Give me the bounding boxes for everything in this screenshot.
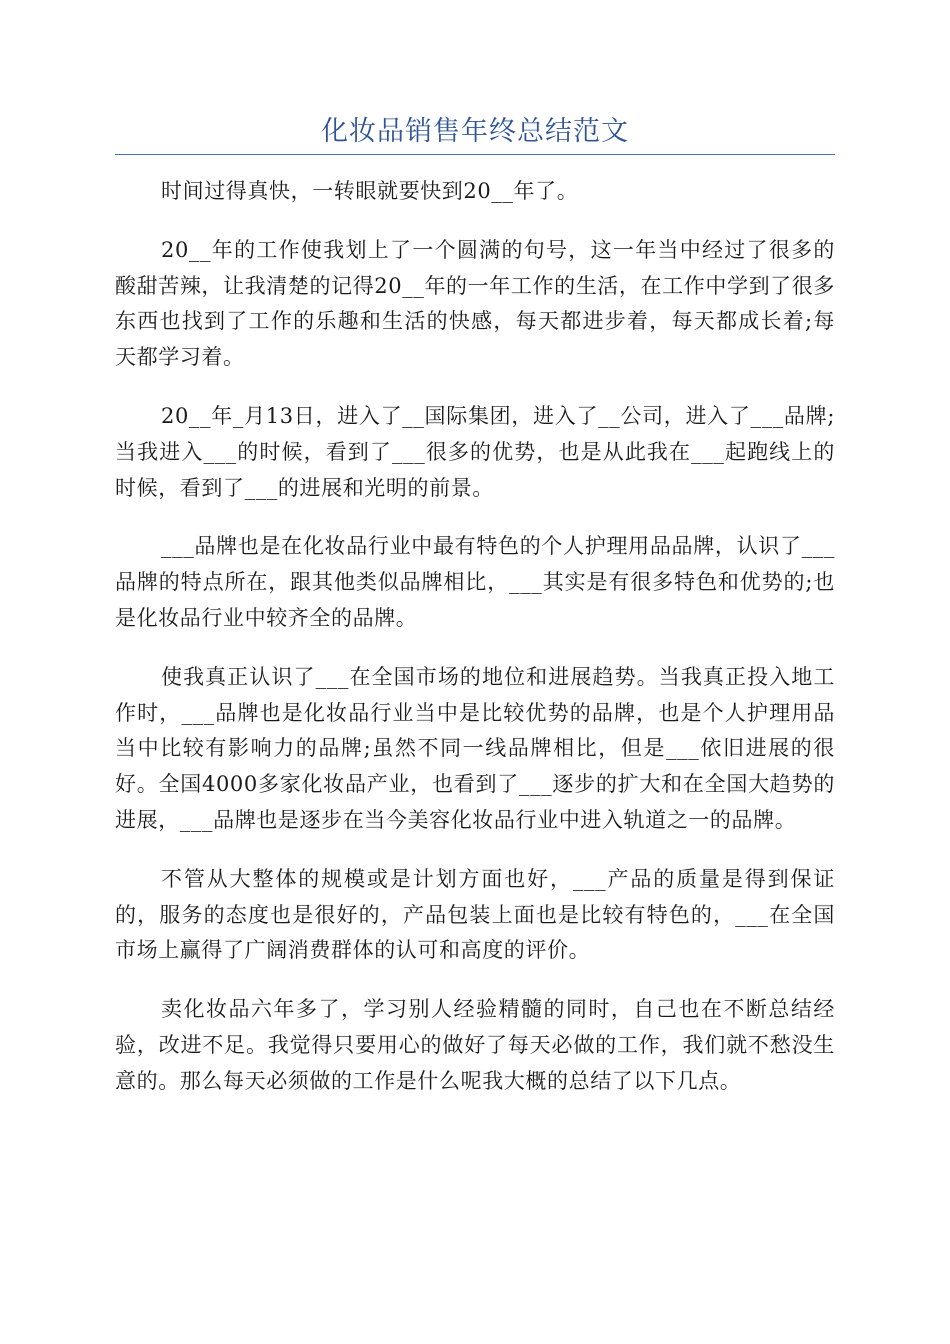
document-body	[115, 174, 835, 1123]
title-underline	[115, 154, 835, 155]
paragraph-7: 卖化妆品六年多了，学习别人经验精髓的同时，自己也在不断总结经验，改进不足。我觉得只要用心的做好了每天必做的工作，我们就不愁没生意的。那么每天必须做的工作是什么呢我大概的总结了以下几点。	[115, 997, 835, 1093]
paragraph-2: 20__年的工作使我划上了一个圆满的句号，这一年当中经过了很多的酸甜苦辣，让我清楚的记得20__年的一年工作的生活，在工作中学到了很多东西也找到了工作的乐趣和生活的快感，每天都进步着，每天都成长着;每天都学习着。	[115, 237, 835, 370]
paragraph-3: 20__年_月13日，进入了__国际集团，进入了__公司，进入了___品牌;当我进入___的时候，看到了___很多的优势，也是从此我在___起跑线上的时候，看到了___的进展和光明的前景。	[115, 403, 835, 500]
paragraph-1: 时间过得真快，一转眼就要快到20__年了。	[161, 179, 579, 203]
paragraph-6: 不管从大整体的规模或是计划方面也好，___产品的质量是得到保证的，服务的态度也是很好的，产品包装上面也是比较有特色的，___在全国市场上赢得了广阔消费群体的认可和高度的评价。	[115, 866, 835, 963]
paragraph-5: 使我真正认识了___在全国市场的地位和进展趋势。当我真正投入地工作时，___品牌也是化妆品行业当中是比较优势的品牌，也是个人护理用品当中比较有影响力的品牌;虽然不同一线品牌相比，但是___依旧进展的很好。全国4000多家化妆品产业，也看到了___逐步的扩大和在全国大趋势的进展，___品牌也是逐步在当今美容化妆品行业中进入轨道之一的品牌。	[115, 664, 835, 832]
paragraph-4: ___品牌也是在化妆品行业中最有特色的个人护理用品品牌，认识了___品牌的特点所在，跟其他类似品牌相比，___其实是有很多特色和优势的;也是化妆品行业中较齐全的品牌。	[115, 534, 835, 630]
document-title: 化妆品销售年终总结范文	[321, 116, 629, 147]
